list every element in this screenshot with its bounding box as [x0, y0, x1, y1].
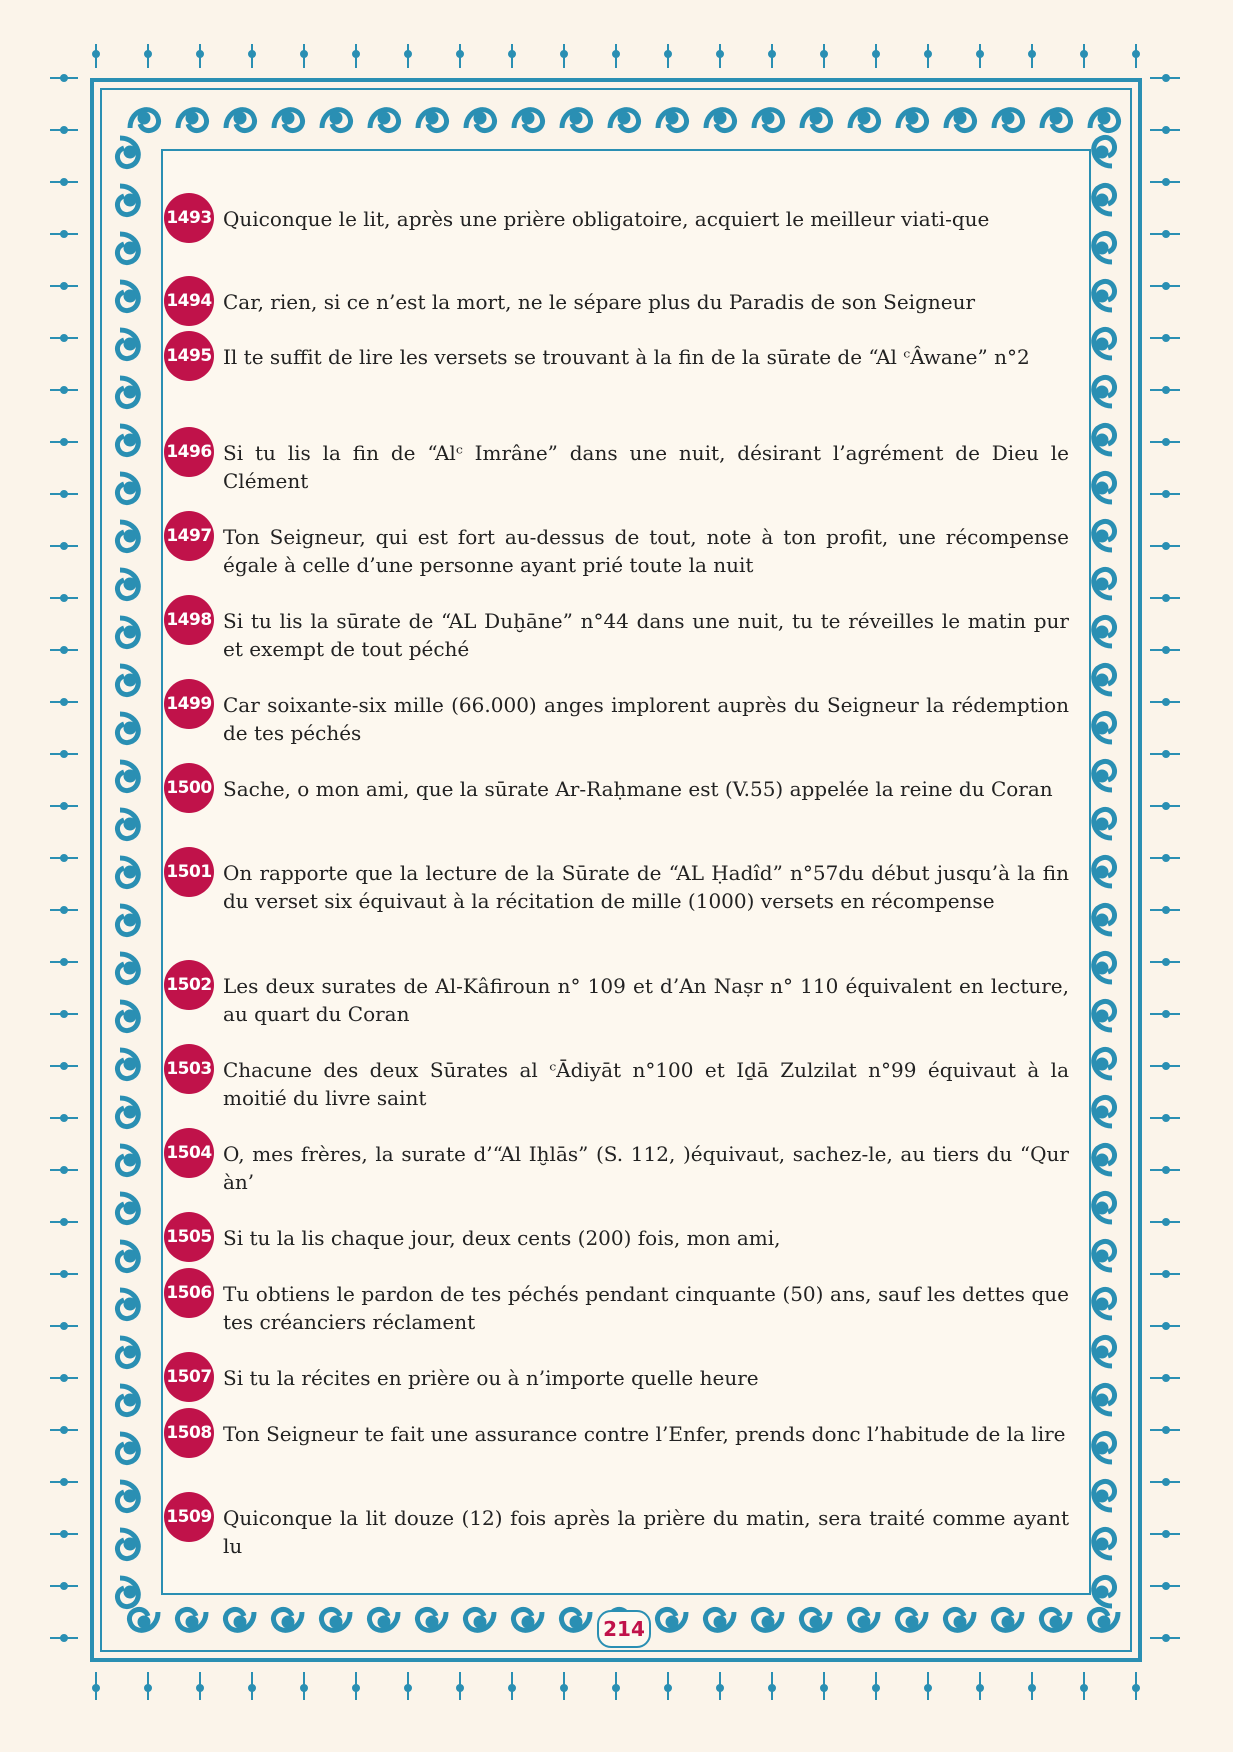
verse-number-badge: 1507 — [164, 1352, 214, 1402]
verse-number-badge: 1503 — [164, 1044, 214, 1094]
list-item — [164, 972, 1069, 1028]
verse-number-badge: 1509 — [164, 1492, 214, 1542]
list-item — [164, 691, 1069, 747]
list-item — [164, 1364, 1069, 1402]
list-item — [164, 1280, 1069, 1336]
verse-number-badge: 1508 — [164, 1408, 214, 1458]
list-item — [164, 288, 1069, 326]
verse-number-badge: 1497 — [164, 511, 214, 561]
verse-number-badge: 1493 — [164, 193, 214, 243]
list-item — [164, 343, 1069, 381]
list-item — [164, 775, 1069, 813]
verse-number-badge: 1494 — [164, 276, 214, 326]
verse-number-badge: 1502 — [164, 960, 214, 1010]
verse-number-badge: 1499 — [164, 679, 214, 729]
verse-number-badge: 1504 — [164, 1128, 214, 1178]
verse-number-badge: 1506 — [164, 1268, 214, 1318]
entry-text: Si tu lis la fin de “Alᶜ Imrâne” dans une nuit, désirant l’agrément de Dieu le Clément — [223, 441, 1069, 493]
list-item — [164, 1056, 1069, 1112]
entry-text: Car soixante-six mille (66.000) anges implorent auprès du Seigneur la rédemption de tes péchés — [223, 693, 1069, 745]
list-item — [164, 1504, 1069, 1560]
entry-text: Quiconque la lit douze (12) fois après la prière du matin, sera traité comme ayant lu — [223, 1506, 1069, 1558]
verse-number-badge: 1498 — [164, 595, 214, 645]
verse-number-badge: 1496 — [164, 427, 214, 477]
list-item — [164, 1224, 1069, 1262]
verse-number-badge: 1505 — [164, 1212, 214, 1262]
list-item — [164, 1420, 1069, 1458]
entry-text: O, mes frères, la surate d’“Al Iḫlās” (S. 112, )équivaut, sachez-le, au tiers du “Qur àn’ — [223, 1142, 1069, 1194]
entry-text: Ton Seigneur, qui est fort au-dessus de tout, note à ton profit, une récompense égale à celle d’une personne ayant prié toute la nuit — [223, 525, 1069, 577]
list-item — [164, 607, 1069, 663]
entry-text: Si tu lis la sūrate de “AL Duḫāne” n°44 dans une nuit, tu te réveilles le matin pur et exempt de tout péché — [223, 609, 1069, 661]
entry-text: Si tu la lis chaque jour, deux cents (200) fois, mon ami, — [223, 1226, 781, 1250]
verse-number-badge: 1501 — [164, 847, 214, 897]
entry-text: Il te suffit de lire les versets se trouvant à la fin de la sūrate de “Al ᶜÂwane” n°2 — [223, 345, 1030, 369]
entry-text: Les deux surates de Al-Kâfiroun n° 109 et d’An Naṣr n° 110 équivalent en lecture, au quart du Coran — [223, 974, 1069, 1026]
page-number: 214 — [597, 1610, 651, 1648]
list-item — [164, 439, 1069, 495]
entry-text: Tu obtiens le pardon de tes péchés pendant cinquante (50) ans, sauf les dettes que tes créanciers réclament — [223, 1282, 1069, 1334]
list-item — [164, 523, 1069, 579]
verse-number-badge: 1495 — [164, 331, 214, 381]
entry-text: Sache, o mon ami, que la sūrate Ar-Raḥmane est (V.55) appelée la reine du Coran — [223, 777, 1053, 801]
list-item — [164, 1140, 1069, 1196]
list-item — [164, 859, 1069, 915]
entry-text: Car, rien, si ce n’est la mort, ne le sépare plus du Paradis de son Seigneur — [223, 290, 976, 314]
entry-text: Ton Seigneur te fait une assurance contre l’Enfer, prends donc l’habitude de la lire — [223, 1422, 1066, 1446]
entry-text: On rapporte que la lecture de la Sūrate de “AL Ḥadîd” n°57du début jusqu’à la fin du verset six équivaut à la récitation de mille (1000) versets en récompense — [223, 861, 1069, 913]
list-item — [164, 205, 1069, 243]
entry-text: Si tu la récites en prière ou à n’importe quelle heure — [223, 1366, 759, 1390]
entry-text: Chacune des deux Sūrates al ᶜĀdiyāt n°100 et Iḏā Zulzilat n°99 équivaut à la moitié du livre saint — [223, 1058, 1069, 1110]
entry-text: Quiconque le lit, après une prière obligatoire, acquiert le meilleur viati-que — [223, 207, 990, 231]
verse-number-badge: 1500 — [164, 763, 214, 813]
